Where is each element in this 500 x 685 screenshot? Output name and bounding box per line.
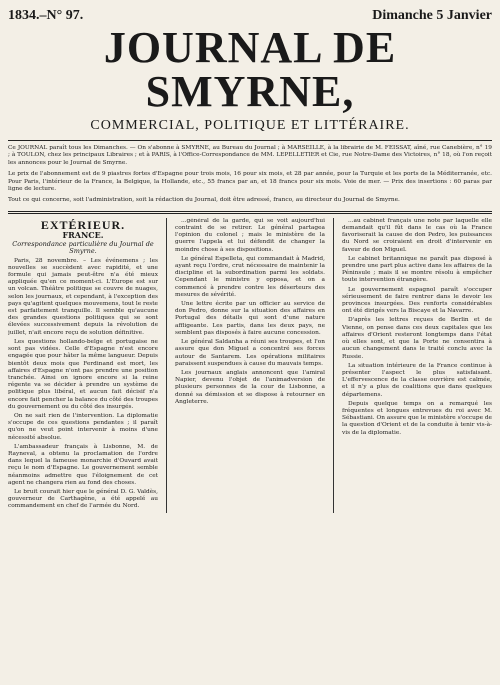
issue-date: Dimanche 5 Janvier bbox=[372, 8, 492, 23]
article-columns bbox=[8, 218, 492, 513]
column-1 bbox=[8, 218, 158, 513]
article-paragraph: D'après les lettres reçues de Berlin et de Vienne, on pense dans ces deux capitales que les affaires d'Orient resteront longtemps dans l'état où elles sont, et que la Porte ne consentira à aucun changement dans le traité conclu avec la Russie. bbox=[342, 317, 492, 360]
country-heading: FRANCE. bbox=[62, 230, 104, 241]
article-paragraph: Le bruit courait hier que le général D. G. Valdès, gouverneur de Carthagène, a été appelé au commandement en chef de l'armée du Nord. bbox=[8, 488, 158, 510]
article-paragraph: Le cabinet britannique ne paraît pas disposé à prendre une part plus active dans les affaires de la Péninsule ; mais il se montre résolu à empêcher toute intervention étrangère. bbox=[342, 255, 492, 284]
column-3 bbox=[342, 218, 492, 513]
article-paragraph: Une lettre écrite par un officier au service de don Pedro, donne sur la situation des affaires en Portugal des détails qui sont d'une nature affligeante. Les partis, dans les deux pays, ne semblent pas disposés à faire aucune concession. bbox=[175, 301, 325, 336]
section-title: EXTÉRIEUR. bbox=[40, 217, 126, 232]
article-paragraph: Le gouvernement espagnol paraît s'occuper sérieusement de faire rentrer dans le devoir les provinces insurgées. Des renforts considérables ont été dirigés vers la Biscaye et la Navarre. bbox=[342, 286, 492, 315]
article-paragraph: ...général de la garde, qui se voit aujourd'hui contraint de se retirer. Le général partagea l'opinion du colonel ; mais le ministère de la guerre l'appela et lui défendit de changer la moindre chose à ses dispositions. bbox=[175, 217, 325, 253]
masthead-subtitle: COMMERCIAL, POLITIQUE ET LITTÉRAIRE. bbox=[90, 118, 410, 133]
masthead-title: JOURNAL DE SMYRNE, bbox=[103, 23, 397, 116]
price-notice: Le prix de l'abonnement est de 9 piastres fortes d'Espagne pour trois mois, 16 pour six mois, et 28 par année, pour la Turquie et les ports de la Méditerranée, etc. Pour Paris, l'intérieur de la France, la Belgique, la Hollande, etc., 55 francs par an, et 18 francs pour six mois. Voie de mer. — Prix des insertions : 60 paras par ligne de lecture. bbox=[8, 171, 492, 193]
column-divider bbox=[333, 218, 334, 513]
article-paragraph: Depuis quelque temps on a remarqué les fréquentes et longues entrevues du roi avec M. Sébastiani. On assure que le ministère s'occupe de la question d'Orient et de la conduite à tenir vis-à-vis de la diplomatie. bbox=[342, 400, 492, 436]
column-2 bbox=[175, 218, 325, 513]
notice-rule bbox=[8, 211, 492, 214]
letters-notice: Tout ce qui concerne, soit l'administration, soit la rédaction du Journal, doit être adressé, franco, au directeur du Journal de Smyrne. bbox=[8, 197, 400, 204]
article-paragraph: On ne sait rien de l'intervention. La diplomatie s'occupe de ces questions pendantes ; il paraît qu'on ne veut point intervenir à moins d'une nécessité absolue. bbox=[8, 412, 158, 441]
article-paragraph: Le général Saldanha a réuni ses troupes, et l'on assure que don Miguel a concentré ses forces autour de Santarem. Les opérations militaires paraissent suspendues à cause du mauvais temps. bbox=[175, 339, 325, 367]
header-rule bbox=[8, 140, 492, 141]
correspondence-byline: Correspondance particulière du Journal de Smyrne. bbox=[12, 240, 154, 256]
article-paragraph: La situation intérieure de la France continue à présenter l'aspect le plus satisfaisant. L'effervescence de la classe ouvrière est calmée, et il n'y a plus de coalitions que dans quelques départemens. bbox=[342, 362, 492, 398]
issue-number: 1834.–N° 97. bbox=[8, 8, 84, 23]
article-paragraph: Les questions hollando-belge et portugaise ne sont pas vidées. Celle d'Espagne n'est encore engagée que pour hâter la même langueur. Depuis bientôt deux mois que Ferdinand est mort, les affaires d'Espagne n'ont pas prendre une position tranchée. Ainsi on ignore encore si la reine régente va se décider à prendre un système de politique plus libéral, et aucun fait décisif n'a encore fait pencher la balance du côté des troupes du gouvernement ou du côté des insurgés. bbox=[8, 338, 158, 410]
column-divider bbox=[166, 218, 167, 513]
dateline bbox=[8, 8, 492, 24]
article-paragraph: L'ambassadeur français à Lisbonne, M. de Rayneval, a obtenu la proclamation de l'ordre dans lequel la fameuse monarchie d'Ouvard avait reçu le nom d'Espagne. Le gouvernement semble néanmoins admettre que l'éloignement de cet agent ne changera rien au fond des choses. bbox=[8, 443, 158, 486]
article-paragraph: Paris, 28 novembre. – Les événemens ; les nouvelles se succèdent avec rapidité, et une formule qui jamais peut-être n'a été mieux appliquée qu'en ce moment-ci. L'Europe est sur un volcan. Théâtre politique se couvre de nuages, selon les journaux, et cependant, à l'exception des pays qu'agitent quelques mouvemens, tout le reste est parfaitement tranquille. Il semble qu'aucune des grandes questions politiques qui se sont élevées successivement depuis la révolution de juillet, n'ait encore reçu de solution définitive. bbox=[8, 257, 158, 336]
article-paragraph: ...au cabinet français une note par laquelle elle demandait qu'il fût dans le cas où la France favoriserait la cause de don Pedro, les puissances du Nord se croiraient en droit d'intervenir en faveur de don Miguel. bbox=[342, 217, 492, 253]
subscription-notice: Ce JOURNAL paraît tous les Dimanches. — On s'abonne à SMYRNE, au Bureau du Journal ; à MARSEILLE, à la librairie de M. FEISSAT, aîné, rue Canebière, n° 19 ; à TOULON, chez les principaux Libraires ; et à PARIS, à l'Office-Correspondance de MM. LEPELLETIER et Cie, rue Notre-Dame des Victoires, n° 18, où l'on reçoit les annonces pour le Journal de Smyrne. bbox=[8, 145, 492, 166]
newspaper-page bbox=[8, 6, 492, 673]
article-paragraph: Les journaux anglais annoncent que l'amiral Napier, devenu l'objet de l'animadversion de plusieurs personnes de la cour de Lisbonne, a donné sa démission et se dispose à retourner en Angleterre. bbox=[175, 369, 325, 405]
article-paragraph: Le général Espelleta, qui commandait à Madrid, ayant reçu l'ordre, crut nécessaire de maintenir la discipline et la subordination parmi les soldats. Cependant le ministre y opposa, et on a commencé à prendre contre les déserteurs des mesures de sévérité. bbox=[175, 255, 325, 298]
